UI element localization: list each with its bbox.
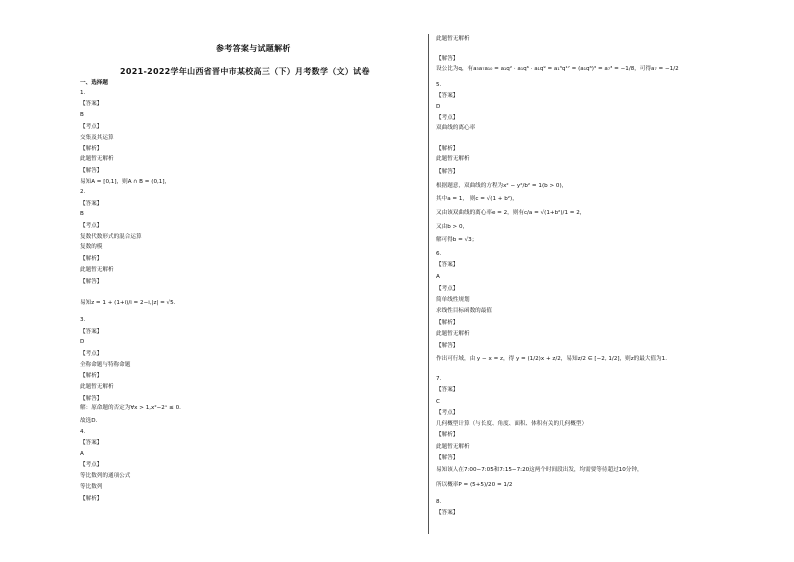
- right-line: 6.: [436, 251, 442, 257]
- left-line: 3.: [80, 317, 86, 323]
- right-line: 【解析】: [436, 432, 459, 438]
- right-line: 【答案】: [436, 262, 459, 268]
- left-line: 交集及其运算: [80, 135, 114, 141]
- right-line: 【答案】: [436, 387, 459, 393]
- exam-title: 2021-2022学年山西省晋中市某校高三（下）月考数学（文）试卷: [120, 67, 370, 76]
- right-line: 此题暂无解析: [436, 36, 470, 42]
- left-line: 【解析】: [80, 496, 103, 502]
- right-line: 求线性目标函数的最值: [436, 308, 492, 314]
- right-line: 其中a = 1， 则c = √(1 + b²)，: [436, 196, 518, 202]
- right-line: 双曲线的离心率: [436, 125, 476, 131]
- right-line: 【解析】: [436, 146, 459, 152]
- right-line: A: [436, 274, 440, 280]
- right-line: D: [436, 104, 441, 110]
- left-line: 此题暂无解析: [80, 267, 114, 273]
- right-line: 简单线性规划: [436, 297, 470, 303]
- right-line: 设公比为q，有a₃a₇a₁₀ = a₁q² · a₁q⁶ · a₁q⁹ = a₁³q¹⁷ = (a₁q⁶)³ = a₇³ = −1/8，可得a₇ = −1/2: [436, 66, 679, 72]
- left-line: 【解析】: [80, 146, 103, 152]
- right-line: 易知该人在7:00−7:05和7:15−7:20这两个时间段出发，均需要等待超过10分钟，: [436, 467, 643, 473]
- right-line: 【解答】: [436, 169, 459, 175]
- left-line: 【考点】: [80, 351, 103, 357]
- left-line: B: [80, 112, 84, 118]
- right-line: 5.: [436, 82, 442, 88]
- right-line: 几何概型计算（与长度、角度、面积、体积有关的几何概型）: [436, 421, 588, 427]
- left-line: 【考点】: [80, 223, 103, 229]
- right-line: 【答案】: [436, 510, 459, 516]
- left-line: 1.: [80, 90, 86, 96]
- left-line: 【答案】: [80, 201, 103, 207]
- right-line: 根据题意，双曲线的方程为x² − y²/b² = 1(b > 0)，: [436, 183, 568, 189]
- left-line: 解：原命题的否定为∀x > 1,x²−2ˣ ≤ 0.: [80, 405, 181, 411]
- left-line: D: [80, 339, 85, 345]
- right-line: 【考点】: [436, 115, 459, 121]
- left-line: 一、选择题: [80, 80, 108, 86]
- right-line: 【解答】: [436, 56, 459, 62]
- left-line: 【解析】: [80, 373, 103, 379]
- left-line: 【答案】: [80, 440, 103, 446]
- right-line: 【解析】: [436, 320, 459, 326]
- left-line: 故选D.: [80, 418, 98, 424]
- right-line: 【考点】: [436, 286, 459, 292]
- right-line: 【考点】: [436, 410, 459, 416]
- left-line: 【解答】: [80, 168, 103, 174]
- right-line: 【解答】: [436, 455, 459, 461]
- right-line: 解可得b = √3；: [436, 237, 478, 243]
- doc-title: 参考答案与试题解析: [216, 44, 291, 53]
- left-line: A: [80, 451, 84, 457]
- right-line: 又由b > 0，: [436, 224, 469, 230]
- right-line: 8.: [436, 499, 442, 505]
- left-line: 易知A = [0,1]，则A ∩ B = (0,1]，: [80, 179, 171, 185]
- left-line: B: [80, 211, 84, 217]
- right-line: 7.: [436, 376, 442, 382]
- right-line: 又由该双曲线的离心率e = 2，则有c/a = √(1+b²)/1 = 2，: [436, 210, 586, 216]
- left-line: 等比数列: [80, 484, 103, 490]
- left-line: 此题暂无解析: [80, 384, 114, 390]
- left-line: 【考点】: [80, 462, 103, 468]
- column-divider: [428, 34, 429, 534]
- left-line: 等比数列的通项公式: [80, 473, 131, 479]
- right-line: 此题暂无解析: [436, 156, 470, 162]
- left-line: 【答案】: [80, 329, 103, 335]
- left-line: 复数代数形式的混合运算: [80, 234, 142, 240]
- left-line: 此题暂无解析: [80, 156, 114, 162]
- left-line: 4.: [80, 429, 86, 435]
- left-line: 2.: [80, 189, 86, 195]
- left-line: 【考点】: [80, 124, 103, 130]
- left-line: 全称命题与特称命题: [80, 362, 131, 368]
- left-line: 【答案】: [80, 101, 103, 107]
- right-line: 所以概率P = (5+5)/20 = 1/2: [436, 482, 513, 488]
- right-line: 【答案】: [436, 93, 459, 99]
- right-line: 【解答】: [436, 343, 459, 349]
- left-line: 【解答】: [80, 279, 103, 285]
- left-line: 易知z = 1 + (1+i)/i = 2−i,|z| = √5.: [80, 300, 176, 306]
- right-line: C: [436, 399, 440, 405]
- right-line: 此题暂无解析: [436, 444, 470, 450]
- left-line: 【解析】: [80, 256, 103, 262]
- left-line: 复数的模: [80, 244, 103, 250]
- right-line: 此题暂无解析: [436, 331, 470, 337]
- right-line: 作出可行域，由 y − x = z，得 y = (1/2)x + z/2，易知z/2 ∈ [−2, 1/2]，则z的最大值为1.: [436, 356, 667, 362]
- left-line: 【解答】: [80, 396, 103, 402]
